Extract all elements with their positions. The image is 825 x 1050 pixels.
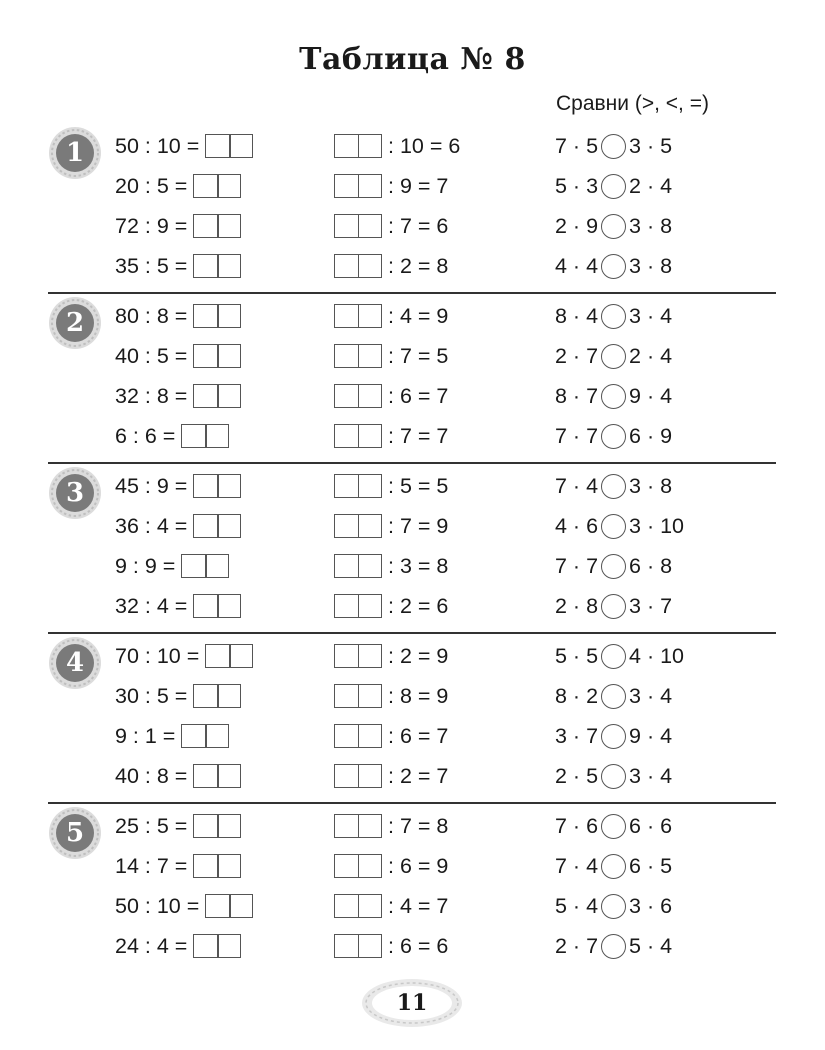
comparison-sign-circle[interactable] <box>601 814 626 839</box>
exercise-row <box>48 208 776 244</box>
division-expression: : 2 = 7 <box>388 763 449 788</box>
left-product: 5 · 5 <box>555 643 599 668</box>
exercise-row <box>48 508 776 544</box>
unknown-dividend-problem <box>334 378 448 414</box>
right-product: 3 · 8 <box>629 473 673 498</box>
exercise-row <box>48 678 776 714</box>
answer-box[interactable] <box>334 174 382 198</box>
compare-instruction: Сравни (>, <, =) <box>556 92 709 115</box>
answer-box[interactable] <box>193 814 241 838</box>
answer-box[interactable] <box>334 554 382 578</box>
exercise-row <box>48 848 776 884</box>
left-product: 3 · 7 <box>555 723 599 748</box>
division-problem <box>115 638 253 674</box>
division-expression: 40 : 8 = <box>115 763 188 788</box>
comparison-sign-circle[interactable] <box>601 304 626 329</box>
right-product: 9 · 4 <box>629 383 673 408</box>
section-divider <box>48 632 776 634</box>
division-problem <box>115 298 241 334</box>
exercise-section-5 <box>48 808 776 978</box>
division-problem <box>115 718 229 754</box>
answer-box[interactable] <box>334 474 382 498</box>
division-expression: 45 : 9 = <box>115 473 188 498</box>
section-divider <box>48 802 776 804</box>
unknown-dividend-problem <box>334 718 448 754</box>
unknown-dividend-problem <box>334 808 448 844</box>
answer-box[interactable] <box>193 384 241 408</box>
comparison-problem <box>555 128 672 164</box>
division-expression: 80 : 8 = <box>115 303 188 328</box>
comparison-problem <box>555 638 684 674</box>
comparison-sign-circle[interactable] <box>601 384 626 409</box>
division-expression: 9 : 9 = <box>115 553 176 578</box>
comparison-sign-circle[interactable] <box>601 684 626 709</box>
unknown-dividend-problem <box>334 418 448 454</box>
left-product: 7 · 4 <box>555 853 599 878</box>
right-product: 3 · 4 <box>629 683 673 708</box>
division-problem <box>115 548 229 584</box>
answer-box[interactable] <box>193 514 241 538</box>
division-problem <box>115 758 241 794</box>
exercise-row <box>48 468 776 504</box>
division-problem <box>115 508 241 544</box>
division-expression: 36 : 4 = <box>115 513 188 538</box>
comparison-sign-circle[interactable] <box>601 934 626 959</box>
comparison-sign-circle[interactable] <box>601 764 626 789</box>
unknown-dividend-problem <box>334 468 448 504</box>
unknown-dividend-problem <box>334 248 448 284</box>
comparison-problem <box>555 298 672 334</box>
comparison-problem <box>555 888 672 924</box>
left-product: 2 · 9 <box>555 213 599 238</box>
comparison-problem <box>555 848 672 884</box>
answer-box[interactable] <box>334 814 382 838</box>
answer-box[interactable] <box>334 134 382 158</box>
comparison-sign-circle[interactable] <box>601 724 626 749</box>
division-problem <box>115 888 253 924</box>
left-product: 4 · 6 <box>555 513 599 538</box>
division-expression: 72 : 9 = <box>115 213 188 238</box>
exercise-row <box>48 378 776 414</box>
division-expression: 30 : 5 = <box>115 683 188 708</box>
unknown-dividend-problem <box>334 588 448 624</box>
left-product: 7 · 7 <box>555 553 599 578</box>
comparison-problem <box>555 378 672 414</box>
comparison-sign-circle[interactable] <box>601 894 626 919</box>
answer-box[interactable] <box>334 514 382 538</box>
unknown-dividend-problem <box>334 678 448 714</box>
division-expression: : 7 = 6 <box>388 213 449 238</box>
division-expression: 70 : 10 = <box>115 643 200 668</box>
section-number: 1 <box>65 138 85 168</box>
division-problem <box>115 808 241 844</box>
unknown-dividend-problem <box>334 508 448 544</box>
left-product: 8 · 7 <box>555 383 599 408</box>
exercise-row <box>48 338 776 374</box>
comparison-sign-circle[interactable] <box>601 254 626 279</box>
answer-box[interactable] <box>334 644 382 668</box>
division-expression: : 4 = 7 <box>388 893 449 918</box>
answer-box[interactable] <box>193 254 241 278</box>
left-product: 5 · 3 <box>555 173 599 198</box>
page-number: 11 <box>396 990 428 1016</box>
comparison-sign-circle[interactable] <box>601 174 626 199</box>
unknown-dividend-problem <box>334 888 448 924</box>
right-product: 3 · 7 <box>629 593 673 618</box>
right-product: 9 · 4 <box>629 723 673 748</box>
comparison-sign-circle[interactable] <box>601 554 626 579</box>
division-expression: : 2 = 6 <box>388 593 449 618</box>
division-expression: 25 : 5 = <box>115 813 188 838</box>
right-product: 2 · 4 <box>629 173 673 198</box>
exercise-row <box>48 718 776 754</box>
answer-box[interactable] <box>193 304 241 328</box>
division-expression: 24 : 4 = <box>115 933 188 958</box>
division-problem <box>115 128 253 164</box>
right-product: 5 · 4 <box>629 933 673 958</box>
division-expression: 50 : 10 = <box>115 133 200 158</box>
division-expression: : 7 = 9 <box>388 513 449 538</box>
comparison-sign-circle[interactable] <box>601 644 626 669</box>
exercise-section-4 <box>48 638 776 808</box>
answer-box[interactable] <box>334 764 382 788</box>
division-expression: : 2 = 8 <box>388 253 449 278</box>
comparison-problem <box>555 758 672 794</box>
right-product: 3 · 4 <box>629 763 673 788</box>
division-expression: : 6 = 9 <box>388 853 449 878</box>
comparison-problem <box>555 208 672 244</box>
page-number-ornament <box>360 977 464 1029</box>
section-divider <box>48 462 776 464</box>
answer-box[interactable] <box>334 304 382 328</box>
left-product: 2 · 8 <box>555 593 599 618</box>
left-product: 8 · 4 <box>555 303 599 328</box>
comparison-problem <box>555 678 672 714</box>
unknown-dividend-problem <box>334 928 448 964</box>
exercise-row <box>48 888 776 924</box>
section-number: 4 <box>65 648 85 678</box>
right-product: 3 · 4 <box>629 303 673 328</box>
division-expression: : 2 = 9 <box>388 643 449 668</box>
answer-box[interactable] <box>334 384 382 408</box>
division-expression: : 7 = 7 <box>388 423 449 448</box>
comparison-problem <box>555 588 672 624</box>
answer-box[interactable] <box>193 594 241 618</box>
division-problem <box>115 588 241 624</box>
section-number: 3 <box>65 478 85 508</box>
division-problem <box>115 678 241 714</box>
comparison-problem <box>555 718 672 754</box>
exercise-section-3 <box>48 468 776 638</box>
right-product: 6 · 5 <box>629 853 673 878</box>
right-product: 3 · 10 <box>629 513 685 538</box>
left-product: 7 · 6 <box>555 813 599 838</box>
unknown-dividend-problem <box>334 548 448 584</box>
division-problem <box>115 468 241 504</box>
division-expression: : 4 = 9 <box>388 303 449 328</box>
left-product: 2 · 7 <box>555 343 599 368</box>
comparison-sign-circle[interactable] <box>601 854 626 879</box>
division-problem <box>115 378 241 414</box>
answer-box[interactable] <box>193 214 241 238</box>
right-product: 3 · 8 <box>629 213 673 238</box>
division-expression: 35 : 5 = <box>115 253 188 278</box>
exercise-row <box>48 128 776 164</box>
answer-box[interactable] <box>193 474 241 498</box>
division-expression: 9 : 1 = <box>115 723 176 748</box>
answer-box[interactable] <box>181 554 229 578</box>
comparison-sign-circle[interactable] <box>601 474 626 499</box>
answer-box[interactable] <box>193 764 241 788</box>
unknown-dividend-problem <box>334 638 448 674</box>
comparison-sign-circle[interactable] <box>601 424 626 449</box>
exercise-row <box>48 758 776 794</box>
exercise-row <box>48 588 776 624</box>
unknown-dividend-problem <box>334 338 448 374</box>
answer-box[interactable] <box>334 424 382 448</box>
answer-box[interactable] <box>193 344 241 368</box>
division-expression: 50 : 10 = <box>115 893 200 918</box>
answer-box[interactable] <box>181 724 229 748</box>
answer-box[interactable] <box>334 684 382 708</box>
comparison-problem <box>555 808 672 844</box>
unknown-dividend-problem <box>334 168 448 204</box>
division-expression: : 8 = 9 <box>388 683 449 708</box>
right-product: 2 · 4 <box>629 343 673 368</box>
division-problem <box>115 418 229 454</box>
exercise-row <box>48 248 776 284</box>
answer-box[interactable] <box>193 854 241 878</box>
comparison-problem <box>555 928 672 964</box>
comparison-problem <box>555 418 672 454</box>
right-product: 6 · 9 <box>629 423 673 448</box>
answer-box[interactable] <box>334 344 382 368</box>
page-title: Таблица № 8 <box>299 42 526 77</box>
division-expression: : 5 = 5 <box>388 473 449 498</box>
exercise-section-2 <box>48 298 776 468</box>
division-expression: : 3 = 8 <box>388 553 449 578</box>
left-product: 7 · 5 <box>555 133 599 158</box>
division-expression: 20 : 5 = <box>115 173 188 198</box>
division-expression: 6 : 6 = <box>115 423 176 448</box>
comparison-sign-circle[interactable] <box>601 344 626 369</box>
comparison-sign-circle[interactable] <box>601 214 626 239</box>
answer-box[interactable] <box>193 934 241 958</box>
division-expression: 32 : 4 = <box>115 593 188 618</box>
answer-box[interactable] <box>334 594 382 618</box>
division-expression: 40 : 5 = <box>115 343 188 368</box>
left-product: 7 · 4 <box>555 473 599 498</box>
answer-box[interactable] <box>334 854 382 878</box>
comparison-problem <box>555 548 672 584</box>
answer-box[interactable] <box>334 934 382 958</box>
answer-box[interactable] <box>334 254 382 278</box>
exercise-row <box>48 548 776 584</box>
division-expression: : 9 = 7 <box>388 173 449 198</box>
answer-box[interactable] <box>334 214 382 238</box>
answer-box[interactable] <box>334 894 382 918</box>
answer-box[interactable] <box>193 684 241 708</box>
right-product: 4 · 10 <box>629 643 685 668</box>
unknown-dividend-problem <box>334 128 460 164</box>
unknown-dividend-problem <box>334 758 448 794</box>
exercise-row <box>48 418 776 454</box>
left-product: 4 · 4 <box>555 253 599 278</box>
section-number: 2 <box>65 308 85 338</box>
section-number: 5 <box>65 818 85 848</box>
comparison-sign-circle[interactable] <box>601 134 626 159</box>
answer-box[interactable] <box>181 424 229 448</box>
comparison-problem <box>555 338 672 374</box>
comparison-problem <box>555 168 672 204</box>
right-product: 3 · 6 <box>629 893 673 918</box>
division-problem <box>115 248 241 284</box>
division-problem <box>115 338 241 374</box>
right-product: 3 · 8 <box>629 253 673 278</box>
left-product: 5 · 4 <box>555 893 599 918</box>
answer-box[interactable] <box>193 174 241 198</box>
comparison-sign-circle[interactable] <box>601 594 626 619</box>
section-divider <box>48 292 776 294</box>
unknown-dividend-problem <box>334 208 448 244</box>
answer-box[interactable] <box>205 644 253 668</box>
division-expression: : 7 = 5 <box>388 343 449 368</box>
right-product: 6 · 6 <box>629 813 673 838</box>
unknown-dividend-problem <box>334 298 448 334</box>
left-product: 2 · 5 <box>555 763 599 788</box>
comparison-problem <box>555 248 672 284</box>
comparison-problem <box>555 508 684 544</box>
division-expression: 32 : 8 = <box>115 383 188 408</box>
division-expression: : 7 = 8 <box>388 813 449 838</box>
division-expression: : 6 = 7 <box>388 383 449 408</box>
left-product: 8 · 2 <box>555 683 599 708</box>
answer-box[interactable] <box>205 134 253 158</box>
division-problem <box>115 928 241 964</box>
exercise-row <box>48 638 776 674</box>
exercise-section-1 <box>48 128 776 298</box>
answer-box[interactable] <box>205 894 253 918</box>
left-product: 2 · 7 <box>555 933 599 958</box>
exercise-row <box>48 298 776 334</box>
division-problem <box>115 848 241 884</box>
left-product: 7 · 7 <box>555 423 599 448</box>
right-product: 6 · 8 <box>629 553 673 578</box>
division-expression: 14 : 7 = <box>115 853 188 878</box>
answer-box[interactable] <box>334 724 382 748</box>
division-expression: : 6 = 7 <box>388 723 449 748</box>
exercise-row <box>48 808 776 844</box>
division-problem <box>115 208 241 244</box>
comparison-problem <box>555 468 672 504</box>
unknown-dividend-problem <box>334 848 448 884</box>
division-expression: : 6 = 6 <box>388 933 449 958</box>
exercise-row <box>48 928 776 964</box>
exercise-row <box>48 168 776 204</box>
right-product: 3 · 5 <box>629 133 673 158</box>
division-expression: : 10 = 6 <box>388 133 461 158</box>
division-problem <box>115 168 241 204</box>
comparison-sign-circle[interactable] <box>601 514 626 539</box>
